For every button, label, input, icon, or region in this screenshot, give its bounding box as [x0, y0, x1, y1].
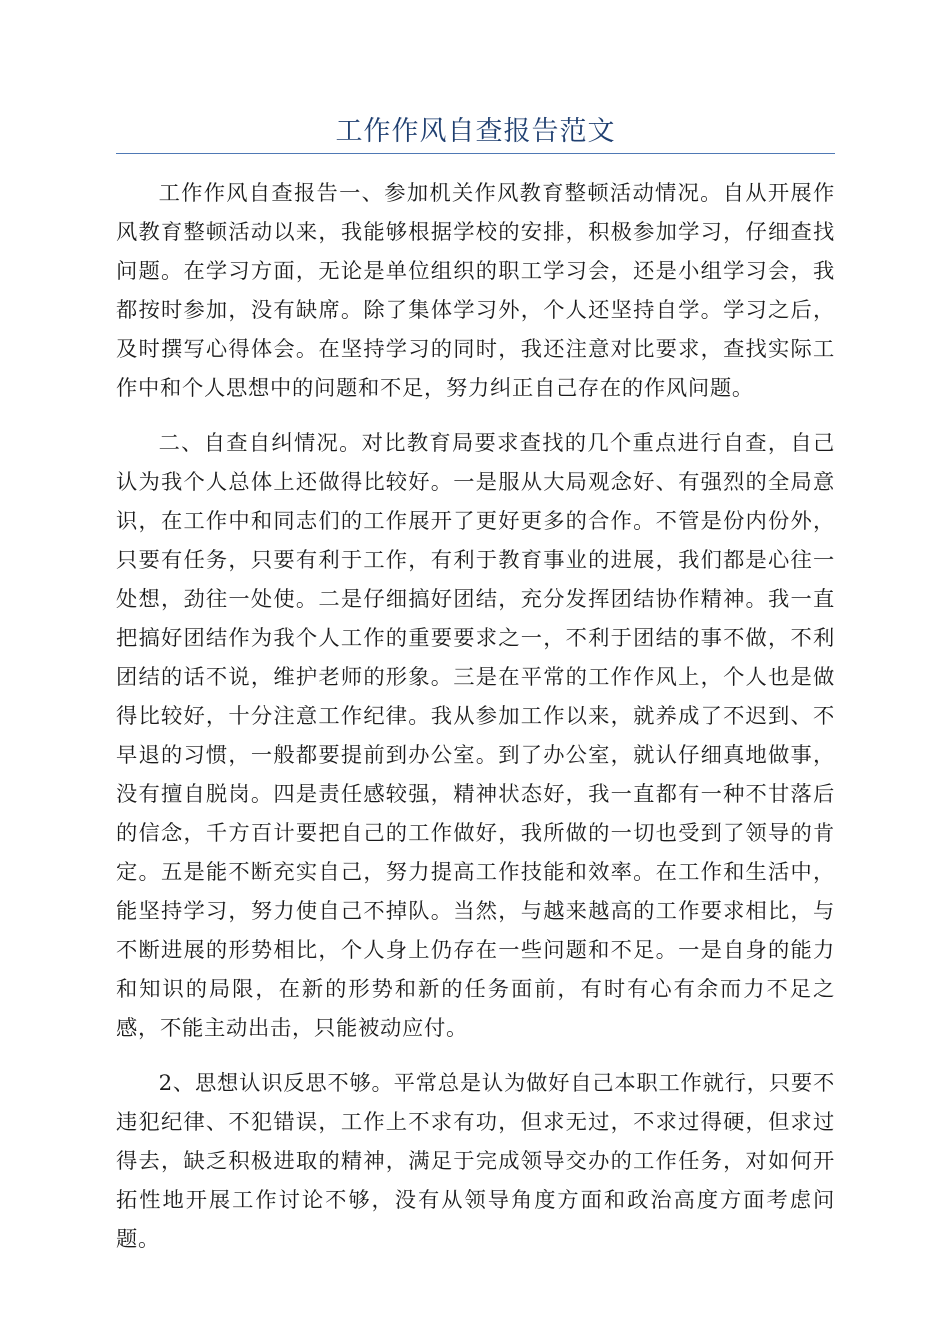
title-underline — [116, 153, 835, 154]
paragraph-3: 2、思想认识反思不够。平常总是认为做好自己本职工作就行，只要不违犯纪律、不犯错误，工作上不求有功，但求无过，不求过得硬，但求过得去，缺乏积极进取的精神，满足于完成领导交办的工作任务，对如何开拓性地开展工作讨论不够，没有从领导角度方面和政治高度方面考虑问题。 — [116, 1071, 835, 1252]
document-title: 工作作风自查报告范文 — [335, 116, 616, 147]
document-body — [116, 174, 835, 1275]
paragraph-1: 工作作风自查报告一、参加机关作风教育整顿活动情况。自从开展作风教育整顿活动以来，我能够根据学校的安排，积极参加学习，仔细查找问题。在学习方面，无论是单位组织的职工学习会，还是小组学习会，我都按时参加，没有缺席。除了集体学习外，个人还坚持自学。学习之后，及时撰写心得体会。在坚持学习的同时，我还注意对比要求，查找实际工作中和个人思想中的问题和不足，努力纠正自己存在的作风问题。 — [116, 181, 835, 401]
paragraph-2: 二、自查自纠情况。对比教育局要求查找的几个重点进行自查，自己认为我个人总体上还做得比较好。一是服从大局观念好、有强烈的全局意识，在工作中和同志们的工作展开了更好更多的合作。不管是份内份外，只要有任务，只要有利于工作，有利于教育事业的进展，我们都是心往一处想，劲往一处使。二是仔细搞好团结，充分发挥团结协作精神。我一直把搞好团结作为我个人工作的重要要求之一，不利于团结的事不做，不利团结的话不说，维护老师的形象。三是在平常的工作作风上，个人也是做得比较好，十分注意工作纪律。我从参加工作以来，就养成了不迟到、不早退的习惯，一般都要提前到办公室。到了办公室，就认仔细真地做事，没有擅自脱岗。四是责任感较强，精神状态好，我一直都有一种不甘落后的信念，千方百计要把自己的工作做好，我所做的一切也受到了领导的肯定。五是能不断充实自己，努力提高工作技能和效率。在工作和生活中，能坚持学习，努力使自己不掉队。当然，与越来越高的工作要求相比，与不断进展的形势相比，个人身上仍存在一些问题和不足。一是自身的能力和知识的局限，在新的形势和新的任务面前，有时有心有余而力不足之感，不能主动出击，只能被动应付。 — [116, 431, 835, 1041]
